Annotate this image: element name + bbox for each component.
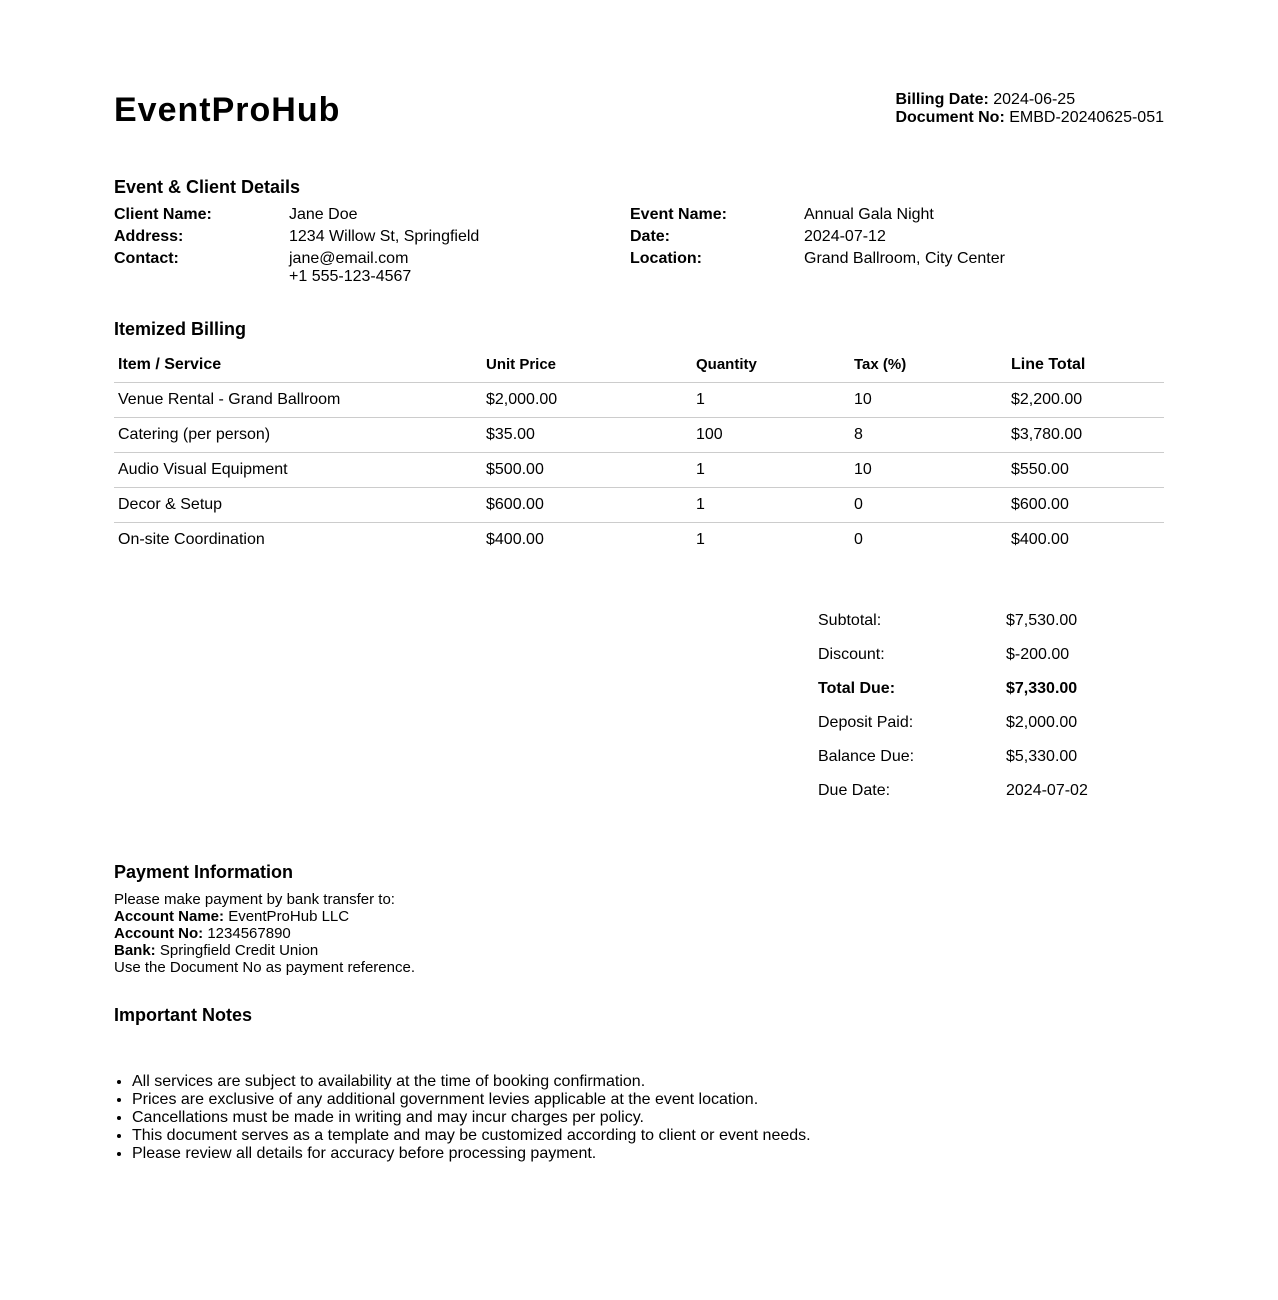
brand-name: EventProHub [114, 91, 341, 129]
column-header-tax: Tax (%) [850, 347, 1007, 383]
list-item: • Cancellations must be made in writing and may incur charges per policy. [132, 1109, 811, 1127]
due-date-value: 2024-07-02 [1006, 782, 1088, 799]
cell-quantity: 1 [692, 383, 850, 418]
discount-value: $-200.00 [1006, 646, 1070, 663]
cell-tax: 0 [854, 531, 863, 548]
event-name-label: Event Name: [630, 206, 727, 223]
billing-date-line [895, 91, 1164, 109]
payment-reference-note: Use the Document No as payment reference. [114, 959, 415, 976]
balance-due-value: $5,330.00 [1006, 748, 1078, 765]
account-name-label: Account Name: [114, 908, 225, 925]
bank-label: Bank: [114, 942, 156, 959]
payment-title: Payment Information [114, 862, 294, 882]
location-label: Location: [630, 250, 702, 267]
cell-line-total: $3,780.00 [1007, 418, 1164, 453]
table-row [114, 418, 1164, 453]
discount-label: Discount: [818, 646, 885, 663]
event-date-label: Date: [630, 228, 671, 245]
bank-line [114, 942, 415, 959]
table-header-row [114, 347, 1164, 383]
contact-email: jane@email.com [289, 250, 409, 267]
account-no-label: Account No: [114, 925, 204, 942]
billing-title: Itemized Billing [114, 319, 247, 339]
cell-unit-price: $500.00 [482, 453, 692, 488]
billing-date-value: 2024-06-25 [993, 91, 1076, 108]
payment-intro: Please make payment by bank transfer to: [114, 891, 395, 908]
important-notes-list [114, 1073, 811, 1163]
cell-line-total: $400.00 [1011, 531, 1069, 548]
total-due-label: Total Due: [818, 680, 896, 697]
column-header-line-total: Line Total [1007, 347, 1164, 383]
list-item: • This document serves as a template and may be customized according to client or event needs. [132, 1127, 811, 1145]
cell-unit-price: $35.00 [482, 418, 692, 453]
billing-date-label: Billing Date: [895, 91, 989, 108]
cell-quantity: 1 [692, 488, 850, 523]
details-title: Event & Client Details [114, 177, 301, 197]
cell-item: Catering (per person) [114, 418, 482, 453]
cell-tax: 10 [850, 383, 1007, 418]
cell-unit-price: $600.00 [482, 488, 692, 523]
due-date-label: Due Date: [818, 782, 891, 799]
column-header-quantity: Quantity [692, 347, 850, 383]
contact-label: Contact: [114, 250, 179, 267]
cell-item: Decor & Setup [114, 488, 482, 523]
subtotal-label: Subtotal: [818, 612, 882, 629]
total-due-value: $7,330.00 [1006, 680, 1078, 697]
cell-quantity: 1 [696, 531, 705, 548]
list-item: • Prices are exclusive of any additional government levies applicable at the event location. [132, 1091, 811, 1109]
account-name-line [114, 908, 415, 925]
cell-quantity: 1 [692, 453, 850, 488]
event-date-value: 2024-07-12 [804, 228, 886, 245]
cell-item: Audio Visual Equipment [114, 453, 482, 488]
cell-item: On-site Coordination [118, 531, 265, 548]
client-name-label: Client Name: [114, 206, 212, 223]
table-row [114, 488, 1164, 523]
document-meta [895, 91, 1164, 127]
balance-due-label: Balance Due: [818, 748, 915, 765]
cell-unit-price: $2,000.00 [482, 383, 692, 418]
document-no-line [895, 109, 1164, 127]
cell-line-total: $550.00 [1007, 453, 1164, 488]
deposit-label: Deposit Paid: [818, 714, 914, 731]
cell-tax: 8 [850, 418, 1007, 453]
address-value: 1234 Willow St, Springfield [289, 228, 480, 245]
table-row [114, 453, 1164, 488]
column-header-item: Item / Service [114, 347, 482, 383]
cell-item: Venue Rental - Grand Ballroom [114, 383, 482, 418]
account-no-value: 1234567890 [207, 925, 291, 942]
event-name-value: Annual Gala Night [804, 206, 934, 223]
contact-phone: +1 555-123-4567 [289, 268, 412, 285]
cell-line-total: $600.00 [1007, 488, 1164, 523]
table-row [114, 383, 1164, 418]
client-name-value: Jane Doe [289, 206, 358, 223]
notes-title: Important Notes [114, 1005, 253, 1025]
address-label: Address: [114, 228, 184, 245]
table-row [114, 523, 1164, 558]
document-no-label: Document No: [895, 109, 1005, 126]
payment-information [114, 891, 415, 976]
account-name-value: EventProHub LLC [228, 908, 350, 925]
bank-value: Springfield Credit Union [159, 942, 319, 959]
account-no-line [114, 925, 415, 942]
subtotal-value: $7,530.00 [1006, 612, 1078, 629]
cell-tax: 0 [850, 488, 1007, 523]
cell-quantity: 100 [692, 418, 850, 453]
location-value: Grand Ballroom, City Center [804, 250, 1005, 267]
deposit-value: $2,000.00 [1006, 714, 1078, 731]
column-header-unit-price: Unit Price [482, 347, 692, 383]
cell-tax: 10 [850, 453, 1007, 488]
cell-unit-price: $400.00 [486, 531, 544, 548]
cell-line-total: $2,200.00 [1007, 383, 1164, 418]
list-item: • Please review all details for accuracy before processing payment. [132, 1145, 811, 1163]
itemized-billing-table [114, 347, 1164, 557]
list-item: • All services are subject to availability at the time of booking confirmation. [132, 1073, 811, 1091]
document-no-value: EMBD-20240625-051 [1009, 109, 1164, 126]
